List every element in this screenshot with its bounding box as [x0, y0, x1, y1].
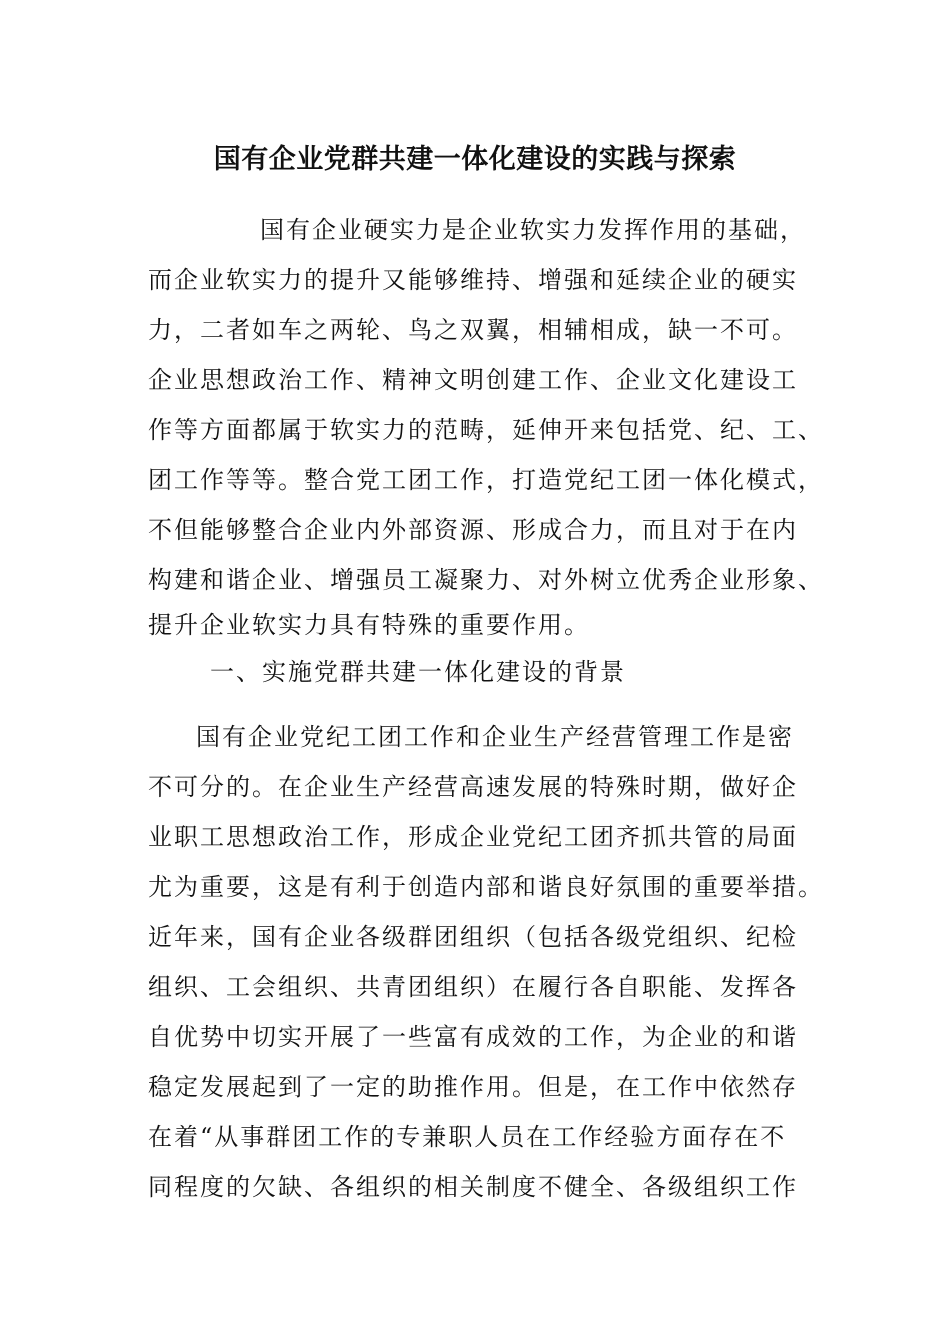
paragraph-1-line-8: 构建和谐企业、增强员工凝聚力、对外树立优秀企业形象、: [148, 566, 824, 594]
document-title: 国有企业党群共建一体化建设的实践与探索: [213, 144, 737, 175]
paragraph-1-line-7: 不但能够整合企业内外部资源、形成合力，而且对于在内: [148, 516, 798, 544]
paragraph-2-line-9: 在着“从事群团工作的专兼职人员在工作经验方面存在不: [148, 1123, 787, 1151]
paragraph-1-line-9: 提升企业软实力具有特殊的重要作用。: [148, 611, 590, 639]
paragraph-1-line-5: 作等方面都属于软实力的范畴，延伸开来包括党、纪、工、: [148, 416, 824, 444]
paragraph-1-line-1: 国有企业硬实力是企业软实力发挥作用的基础，: [260, 216, 806, 244]
paragraph-1-line-2: 而企业软实力的提升又能够维持、增强和延续企业的硬实: [148, 266, 798, 294]
paragraph-2-line-2: 不可分的。在企业生产经营高速发展的特殊时期，做好企: [148, 773, 798, 801]
paragraph-1-line-3: 力，二者如车之两轮、鸟之双翼，相辅相成，缺一不可。: [148, 316, 798, 344]
paragraph-2-line-4: 尤为重要，这是有利于创造内部和谐良好氛围的重要举措。: [148, 873, 824, 901]
paragraph-2-line-5: 近年来，国有企业各级群团组织（包括各级党组织、纪检: [148, 923, 798, 951]
paragraph-2-line-1: 国有企业党纪工团工作和企业生产经营管理工作是密: [196, 723, 794, 751]
paragraph-1-line-4: 企业思想政治工作、精神文明创建工作、企业文化建设工: [148, 366, 798, 394]
paragraph-2-line-10: 同程度的欠缺、各组织的相关制度不健全、各级组织工作: [148, 1173, 798, 1201]
paragraph-1-line-6: 团工作等等。整合党工团工作，打造党纪工团一体化模式，: [148, 466, 824, 494]
paragraph-2-line-8: 稳定发展起到了一定的助推作用。但是，在工作中依然存: [148, 1073, 798, 1101]
paragraph-2-line-6: 组织、工会组织、共青团组织）在履行各自职能、发挥各: [148, 973, 798, 1001]
paragraph-2-line-3: 业职工思想政治工作，形成企业党纪工团齐抓共管的局面: [148, 823, 798, 851]
paragraph-2-line-7: 自优势中切实开展了一些富有成效的工作，为企业的和谐: [148, 1023, 798, 1051]
section-1-heading: 一、实施党群共建一体化建设的背景: [210, 658, 626, 686]
